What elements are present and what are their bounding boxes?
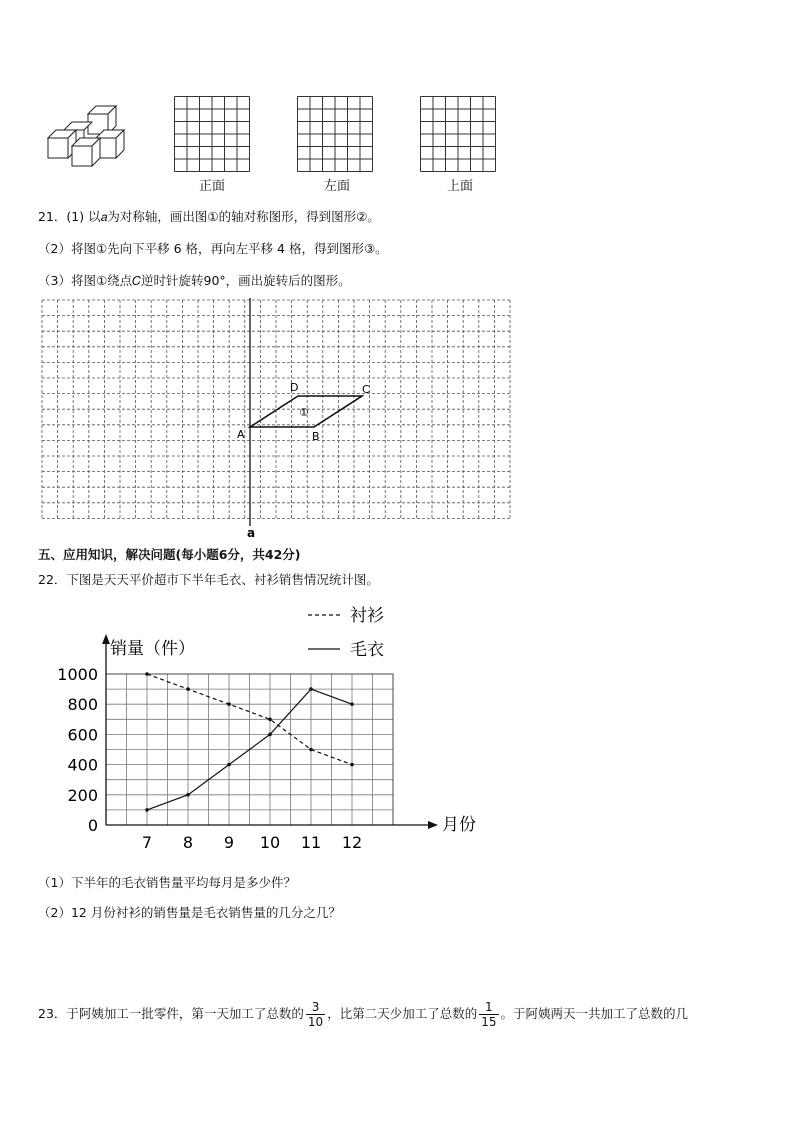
series-point [350,763,354,767]
section-five-title: 五、应用知识，解决问题(每小题6分，共42分) [38,547,301,562]
x-tick-label: 7 [141,833,153,852]
axis-label-a: a [247,526,256,540]
left-view-grid[interactable] [297,96,373,172]
legend-label-shirt: 衬衫 [350,606,384,626]
q22-intro: 22．下图是天天平价超市下半年毛衣、衬衫销售情况统计图。 [38,572,379,587]
y-tick-label: 800 [67,695,98,715]
q23-part2: ，比第二天少加工了总数的 [327,1006,478,1021]
figure-1-label: ① [299,406,309,419]
q22-sub2: （2）12 月份衬衫的销售量是毛衣销售量的几分之几？ [38,905,341,920]
point-label-b: B [312,430,320,443]
fraction-1-15: $\frac{1}{15}$ [481,1000,497,1029]
x-axis-title: 月份 [442,815,476,835]
fraction-3-10: $\frac{3}{10}$ [307,1000,324,1029]
q21-part3: （3）将图①绕点𝐶逆时针旋转90°，画出旋转后的图形。 [38,273,351,288]
series-point [186,687,190,691]
series-point [145,672,149,676]
y-tick-label: 200 [67,785,98,805]
y-tick-label: 1000 [57,665,98,684]
top-view-grid[interactable] [420,96,496,172]
series-point [268,733,272,737]
y-axis-title: 销量（件） [110,639,195,659]
front-view-label: 正面 [198,179,225,194]
cube-figure [40,100,130,170]
series-point [186,793,190,797]
series-point [309,748,313,752]
transform-grid[interactable] [40,298,514,540]
q23-text [38,998,688,1030]
x-tick-label: 11 [300,833,322,852]
top-view-label: 上面 [446,179,473,194]
legend-label-sweater: 毛衣 [350,640,384,660]
series-point [309,687,313,691]
series-point [227,763,231,767]
series-point [145,808,149,812]
q21-part1: 21．(1) 以𝑎为对称轴，画出图①的轴对称图形，得到图形②。 [38,209,380,224]
q23-part1: 23．于阿姨加工一批零件，第一天加工了总数的 [38,1006,304,1021]
series-point [350,702,354,706]
point-label-d: D [290,381,299,394]
x-tick-label: 10 [259,833,281,852]
x-tick-label: 8 [182,833,194,852]
point-label-c: C [362,383,370,396]
y-tick-label: 600 [67,725,98,745]
x-tick-label: 12 [341,833,363,852]
x-tick-label: 9 [223,833,235,852]
y-tick-label: 400 [67,755,98,775]
series-point [227,702,231,706]
point-label-a: A [237,428,245,441]
series-point [268,718,272,722]
q22-sub1: （1）下半年的毛衣销售量平均每月是多少件？ [38,875,296,890]
y-tick-label: 0 [87,816,98,835]
front-view-grid[interactable] [174,96,250,172]
q23-part3: 。于阿姨两天一共加工了总数的几 [500,1006,689,1021]
x-axis-arrow [428,821,438,829]
q21-part2: （2）将图①先向下平移 6 格，再向左平移 4 格，得到图形③。 [38,241,388,256]
sales-line-chart [40,598,500,853]
y-axis-arrow [102,634,110,644]
left-view-label: 左面 [323,179,350,194]
